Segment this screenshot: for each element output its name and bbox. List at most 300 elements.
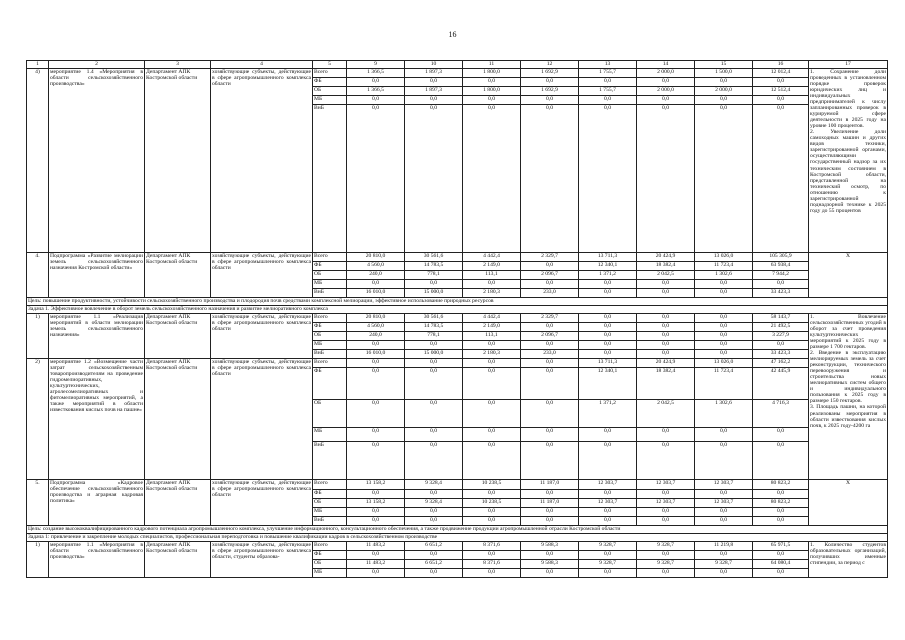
amount-cell: 9 588,3 bbox=[521, 560, 579, 569]
measure-name: мероприятие 1.2 «Возмещение части затрат сельскохозяйственным товаропроизводителям на проведение гидромелиоративных, культуртехнических, агролесомелиоративных и фитомелиоративных мероприятий, а также мероприятий в области известкования кислых почв на пашне» bbox=[49, 359, 145, 480]
amount-cell: 0,0 bbox=[405, 105, 463, 253]
amount-cell: 4 560,0 bbox=[347, 323, 405, 332]
amount-cell: 0,0 bbox=[463, 341, 521, 350]
section-row bbox=[27, 306, 888, 314]
executor: Департамент АПК Костромской области bbox=[145, 69, 211, 253]
amount-cell: 0,0 bbox=[347, 508, 405, 517]
amount-cell: 1 366,5 bbox=[347, 69, 405, 78]
amount-cell: 0,0 bbox=[637, 517, 695, 526]
amount-cell: 12 303,7 bbox=[637, 499, 695, 508]
amount-cell: 13 158,2 bbox=[347, 499, 405, 508]
amount-cell: 0,0 bbox=[521, 400, 579, 428]
column-number: 1 bbox=[27, 61, 49, 69]
amount-cell: 2 000,0 bbox=[637, 87, 695, 96]
amount-cell: 0,0 bbox=[405, 551, 463, 560]
row-number: 4) bbox=[27, 69, 49, 253]
funding-source: ВнБ bbox=[313, 350, 347, 359]
amount-cell: 0,0 bbox=[405, 368, 463, 400]
amount-cell: 113,1 bbox=[463, 332, 521, 341]
amount-cell: 105 305,9 bbox=[753, 253, 809, 262]
amount-cell: 0,0 bbox=[405, 490, 463, 499]
amount-cell: 2 180,3 bbox=[463, 289, 521, 298]
funding-source: Всего bbox=[313, 314, 347, 323]
participants: хозяйствующие субъекты, действующие в сфере агропромышленного комплекса области bbox=[211, 480, 313, 526]
amount-cell: 0,0 bbox=[695, 490, 753, 499]
amount-cell: 0,0 bbox=[579, 314, 637, 323]
column-number: 17 bbox=[809, 61, 888, 69]
amount-cell: 0,0 bbox=[405, 78, 463, 87]
amount-cell: 1 755,7 bbox=[579, 69, 637, 78]
amount-cell: 4 442,4 bbox=[463, 253, 521, 262]
section-row bbox=[27, 526, 888, 534]
funding-source: ФБ bbox=[313, 323, 347, 332]
section-row bbox=[27, 298, 888, 306]
amount-cell: 113,1 bbox=[463, 271, 521, 280]
amount-cell: 0,0 bbox=[637, 341, 695, 350]
expected-result: X bbox=[809, 480, 888, 526]
amount-cell: 0,0 bbox=[405, 442, 463, 480]
amount-cell: 0,0 bbox=[463, 96, 521, 105]
amount-cell: 18 382,4 bbox=[637, 368, 695, 400]
amount-cell: 2 329,7 bbox=[521, 314, 579, 323]
amount-cell: 240,0 bbox=[347, 271, 405, 280]
amount-cell: 12 303,7 bbox=[579, 499, 637, 508]
amount-cell: 0,0 bbox=[637, 569, 695, 578]
table-row bbox=[27, 542, 888, 551]
amount-cell: 0,0 bbox=[405, 428, 463, 442]
section-row bbox=[27, 534, 888, 542]
amount-cell: 2 096,7 bbox=[521, 332, 579, 341]
funding-source: ВнБ bbox=[313, 289, 347, 298]
amount-cell: 13 158,2 bbox=[347, 480, 405, 490]
funding-source: ОБ bbox=[313, 560, 347, 569]
amount-cell: 12 303,7 bbox=[637, 480, 695, 490]
measure-name: мероприятие 1.1 «Реализация мероприятий в области мелиорации земель сельскохозяйственного назначения» bbox=[49, 314, 145, 359]
amount-cell: 0,0 bbox=[637, 314, 695, 323]
amount-cell: 240,0 bbox=[347, 332, 405, 341]
amount-cell: 4 716,3 bbox=[753, 400, 809, 428]
page-number: 16 bbox=[448, 30, 457, 39]
amount-cell: 0,0 bbox=[695, 569, 753, 578]
amount-cell: 0,0 bbox=[637, 490, 695, 499]
amount-cell: 0,0 bbox=[579, 350, 637, 359]
amount-cell: 0,0 bbox=[753, 442, 809, 480]
amount-cell: 12 012,4 bbox=[753, 69, 809, 78]
amount-cell: 0,0 bbox=[753, 428, 809, 442]
amount-cell: 14 783,5 bbox=[405, 262, 463, 271]
amount-cell: 1 800,0 bbox=[463, 69, 521, 78]
funding-source: МБ bbox=[313, 508, 347, 517]
amount-cell: 0,0 bbox=[753, 508, 809, 517]
column-number: 3 bbox=[145, 61, 211, 69]
amount-cell: 1 302,6 bbox=[695, 271, 753, 280]
amount-cell: 0,0 bbox=[521, 262, 579, 271]
amount-cell: 0,0 bbox=[579, 490, 637, 499]
amount-cell: 15 000,0 bbox=[405, 289, 463, 298]
amount-cell: 0,0 bbox=[521, 569, 579, 578]
funding-source: МБ bbox=[313, 569, 347, 578]
amount-cell: 0,0 bbox=[347, 442, 405, 480]
measure-name: Подпрограмма «Кадровое обеспечение сельскохозяйственного производства и аграрная кадровая политика» bbox=[49, 480, 145, 526]
amount-cell: 12 303,7 bbox=[695, 480, 753, 490]
amount-cell: 47 162,2 bbox=[753, 359, 809, 368]
amount-cell: 0,0 bbox=[579, 517, 637, 526]
amount-cell: 11 723,4 bbox=[695, 262, 753, 271]
amount-cell: 12 340,1 bbox=[579, 368, 637, 400]
funding-source: Всего bbox=[313, 542, 347, 551]
amount-cell: 15 000,0 bbox=[405, 350, 463, 359]
row-number: 5. bbox=[27, 480, 49, 526]
amount-cell: 0,0 bbox=[463, 400, 521, 428]
amount-cell: 0,0 bbox=[753, 78, 809, 87]
amount-cell: 9 328,7 bbox=[579, 560, 637, 569]
amount-cell: 33 423,3 bbox=[753, 289, 809, 298]
funding-source: МБ bbox=[313, 341, 347, 350]
amount-cell: 2 149,0 bbox=[463, 323, 521, 332]
amount-cell: 0,0 bbox=[695, 314, 753, 323]
amount-cell: 0,0 bbox=[637, 280, 695, 289]
amount-cell: 65 971,5 bbox=[753, 542, 809, 551]
column-number: 12 bbox=[521, 61, 579, 69]
executor: Департамент АПК Костромской области bbox=[145, 253, 211, 298]
expected-result: X bbox=[809, 253, 888, 298]
amount-cell: 20 424,9 bbox=[637, 359, 695, 368]
amount-cell: 20 810,0 bbox=[347, 314, 405, 323]
amount-cell: 10 238,5 bbox=[463, 499, 521, 508]
amount-cell: 64 080,4 bbox=[753, 560, 809, 569]
amount-cell: 1 371,2 bbox=[579, 400, 637, 428]
amount-cell: 18 382,4 bbox=[637, 262, 695, 271]
amount-cell: 0,0 bbox=[463, 368, 521, 400]
amount-cell: 0,0 bbox=[695, 341, 753, 350]
amount-cell: 0,0 bbox=[347, 96, 405, 105]
amount-cell: 16 010,0 bbox=[347, 289, 405, 298]
amount-cell: 13 711,3 bbox=[579, 253, 637, 262]
amount-cell: 2 000,0 bbox=[695, 87, 753, 96]
amount-cell: 1 302,6 bbox=[695, 400, 753, 428]
amount-cell: 0,0 bbox=[695, 323, 753, 332]
amount-cell: 0,0 bbox=[347, 341, 405, 350]
column-number-row bbox=[27, 61, 888, 69]
measure-name: мероприятие 1.1 «Мероприятия в области сельскохозяйственного производства» bbox=[49, 542, 145, 578]
row-number: 1) bbox=[27, 542, 49, 578]
amount-cell: 2 149,0 bbox=[463, 262, 521, 271]
amount-cell: 13 026,0 bbox=[695, 253, 753, 262]
task-row: Задача 1: привлечение и закрепление молодых специалистов, профессиональная переподготовка и повышение квалификации кадров в сельскохозяйственном производстве bbox=[27, 534, 888, 542]
expected-result: 1. Вовлечение сельскохозяйственных угодий в оборот за счет проведения культуртехнических мероприятий к 2025 году в размере 1 700 гектаров. 2. Введение в эксплуатацию мелиорируемых земель за счет реконструкции, технического перевооружения и строительства новых мелиоративных систем общего и индивидуального пользования к 2025 году в размере 150 гектаров. 3. Площадь пашни, на которой реализованы мероприятия в области известкования кислых почв, к 2025 году-4200 га bbox=[809, 314, 888, 480]
amount-cell: 0,0 bbox=[579, 323, 637, 332]
amount-cell: 0,0 bbox=[347, 105, 405, 253]
amount-cell: 1 897,3 bbox=[405, 69, 463, 78]
amount-cell: 1 800,0 bbox=[463, 87, 521, 96]
funding-source: Всего bbox=[313, 253, 347, 262]
task-row: Задача 1. Эффективное вовлечение в оборот земель сельскохозяйственного назначения и развитие мелиоративного комплекса bbox=[27, 306, 888, 314]
amount-cell: 0,0 bbox=[521, 280, 579, 289]
funding-source: ОБ bbox=[313, 332, 347, 341]
amount-cell: 11 187,0 bbox=[521, 499, 579, 508]
amount-cell: 0,0 bbox=[753, 551, 809, 560]
amount-cell: 0,0 bbox=[405, 96, 463, 105]
amount-cell: 58 143,7 bbox=[753, 314, 809, 323]
amount-cell: 7 944,2 bbox=[753, 271, 809, 280]
amount-cell: 8 371,6 bbox=[463, 560, 521, 569]
amount-cell: 30 561,6 bbox=[405, 314, 463, 323]
funding-source: Всего bbox=[313, 69, 347, 78]
amount-cell: 0,0 bbox=[637, 289, 695, 298]
amount-cell: 0,0 bbox=[695, 517, 753, 526]
executor: Департамент АПК Костромской области bbox=[145, 314, 211, 359]
amount-cell: 0,0 bbox=[347, 428, 405, 442]
amount-cell: 0,0 bbox=[347, 280, 405, 289]
amount-cell: 0,0 bbox=[347, 359, 405, 368]
amount-cell: 0,0 bbox=[521, 442, 579, 480]
budget-table bbox=[26, 60, 888, 578]
amount-cell: 0,0 bbox=[521, 508, 579, 517]
participants: хозяйствующие субъекты, действующие в сфере агропромышленного комплекса области bbox=[211, 314, 313, 359]
amount-cell: 0,0 bbox=[579, 428, 637, 442]
column-number: 14 bbox=[637, 61, 695, 69]
amount-cell: 0,0 bbox=[579, 508, 637, 517]
amount-cell: 0,0 bbox=[753, 341, 809, 350]
amount-cell: 9 328,7 bbox=[637, 560, 695, 569]
amount-cell: 0,0 bbox=[579, 551, 637, 560]
amount-cell: 0,0 bbox=[695, 332, 753, 341]
funding-source: ОБ bbox=[313, 271, 347, 280]
amount-cell: 0,0 bbox=[753, 569, 809, 578]
column-number: 10 bbox=[405, 61, 463, 69]
funding-source: ВнБ bbox=[313, 442, 347, 480]
amount-cell: 0,0 bbox=[347, 490, 405, 499]
funding-source: МБ bbox=[313, 428, 347, 442]
participants: хозяйствующие субъекты, действующие в сфере агропромышленного комплекса области, студенты образова- bbox=[211, 542, 313, 578]
amount-cell: 0,0 bbox=[637, 508, 695, 517]
amount-cell: 0,0 bbox=[637, 78, 695, 87]
amount-cell: 12 340,1 bbox=[579, 262, 637, 271]
amount-cell: 0,0 bbox=[695, 508, 753, 517]
column-number: 2 bbox=[49, 61, 145, 69]
amount-cell: 0,0 bbox=[753, 517, 809, 526]
amount-cell: 80 823,2 bbox=[753, 480, 809, 490]
amount-cell: 0,0 bbox=[405, 400, 463, 428]
funding-source: МБ bbox=[313, 96, 347, 105]
amount-cell: 80 823,2 bbox=[753, 499, 809, 508]
measure-name: мероприятие 1.4 «Мероприятия в области сельскохозяйственного производства» bbox=[49, 69, 145, 253]
funding-source: Всего bbox=[313, 359, 347, 368]
goal-row: Цель: создание высококвалифицированного кадрового потенциала агропромышленного комплекса, улучшение информационного, консультационного обеспечения, а также продвижение продукции агропромышленной отрасли Костромской области bbox=[27, 526, 888, 534]
funding-source: МБ bbox=[313, 280, 347, 289]
amount-cell: 0,0 bbox=[579, 569, 637, 578]
column-number: 4 bbox=[211, 61, 313, 69]
amount-cell: 0,0 bbox=[463, 517, 521, 526]
amount-cell: 0,0 bbox=[405, 341, 463, 350]
amount-cell: 0,0 bbox=[753, 96, 809, 105]
amount-cell: 0,0 bbox=[753, 105, 809, 253]
amount-cell: 0,0 bbox=[463, 442, 521, 480]
amount-cell: 0,0 bbox=[753, 490, 809, 499]
amount-cell: 20 424,9 bbox=[637, 253, 695, 262]
amount-cell: 0,0 bbox=[463, 551, 521, 560]
column-number: 13 bbox=[579, 61, 637, 69]
amount-cell: 30 561,6 bbox=[405, 253, 463, 262]
expected-result: 1. Количество студентов образовательных организаций, получивших именные стипендии, за период с bbox=[809, 542, 888, 578]
amount-cell: 2 096,7 bbox=[521, 271, 579, 280]
row-number: 4. bbox=[27, 253, 49, 298]
amount-cell: 2 329,7 bbox=[521, 253, 579, 262]
column-number: 16 bbox=[753, 61, 809, 69]
amount-cell: 0,0 bbox=[347, 400, 405, 428]
goal-row: Цель: повышение продуктивности, устойчивости сельскохозяйственного производства и плодородия почв средствами комплексной мелиорации, эффективное использование природных ресурсов bbox=[27, 298, 888, 306]
amount-cell: 0,0 bbox=[521, 359, 579, 368]
participants: хозяйствующие субъекты, действующие в сфере агропромышленного комплекса области bbox=[211, 359, 313, 480]
amount-cell: 0,0 bbox=[521, 517, 579, 526]
amount-cell: 0,0 bbox=[347, 517, 405, 526]
funding-source: ВнБ bbox=[313, 105, 347, 253]
table-row bbox=[27, 359, 888, 368]
amount-cell: 0,0 bbox=[579, 280, 637, 289]
amount-cell: 8 371,6 bbox=[463, 542, 521, 551]
amount-cell: 0,0 bbox=[753, 280, 809, 289]
amount-cell: 0,0 bbox=[579, 289, 637, 298]
funding-source: ВнБ bbox=[313, 517, 347, 526]
amount-cell: 0,0 bbox=[695, 551, 753, 560]
amount-cell: 0,0 bbox=[637, 332, 695, 341]
executor: Департамент АПК Костромской области bbox=[145, 542, 211, 578]
amount-cell: 2 000,0 bbox=[637, 69, 695, 78]
amount-cell: 0,0 bbox=[521, 323, 579, 332]
amount-cell: 0,0 bbox=[637, 428, 695, 442]
table-row bbox=[27, 69, 888, 78]
amount-cell: 0,0 bbox=[637, 105, 695, 253]
amount-cell: 20 810,0 bbox=[347, 253, 405, 262]
amount-cell: 0,0 bbox=[521, 368, 579, 400]
amount-cell: 0,0 bbox=[347, 368, 405, 400]
expected-result: 1. Сохранение доли проведенных в установленном порядке проверок юридических лиц и индивидуальных предпринимателей к числу запланированных проверок в курируемой сфере деятельности в 2025 году на уровне 100 процентов. 2. Увеличение доли самоходных машин и других видов техники, зарегистрированной органами, осуществляющими государственный надзор за их техническим состоянием в Костромской области, представленной на технический осмотр, по отношению к зарегистрированной поднадзорной технике к 2025 году до 55 процентов bbox=[809, 69, 888, 253]
amount-cell: 0,0 bbox=[463, 280, 521, 289]
amount-cell: 0,0 bbox=[695, 350, 753, 359]
amount-cell: 0,0 bbox=[695, 428, 753, 442]
amount-cell: 0,0 bbox=[637, 350, 695, 359]
table-row bbox=[27, 314, 888, 323]
amount-cell: 0,0 bbox=[521, 490, 579, 499]
amount-cell: 63 938,4 bbox=[753, 262, 809, 271]
amount-cell: 0,0 bbox=[521, 341, 579, 350]
row-number: 1) bbox=[27, 314, 49, 359]
amount-cell: 0,0 bbox=[637, 96, 695, 105]
column-number: 5 bbox=[313, 61, 347, 69]
measure-name: Подпрограмма «Развитие мелиорации земель сельскохозяйственного назначения Костромской области» bbox=[49, 253, 145, 298]
amount-cell: 0,0 bbox=[521, 551, 579, 560]
amount-cell: 6 651,2 bbox=[405, 560, 463, 569]
amount-cell: 4 442,4 bbox=[463, 314, 521, 323]
table-row bbox=[27, 253, 888, 262]
amount-cell: 2 042,5 bbox=[637, 400, 695, 428]
funding-source: Всего bbox=[313, 480, 347, 490]
amount-cell: 9 328,7 bbox=[695, 560, 753, 569]
amount-cell: 33 423,3 bbox=[753, 350, 809, 359]
amount-cell: 0,0 bbox=[405, 280, 463, 289]
executor: Департамент АПК Костромской области bbox=[145, 480, 211, 526]
amount-cell: 2 042,5 bbox=[637, 271, 695, 280]
amount-cell: 1 692,9 bbox=[521, 87, 579, 96]
amount-cell: 14 783,5 bbox=[405, 323, 463, 332]
amount-cell: 0,0 bbox=[695, 280, 753, 289]
amount-cell: 0,0 bbox=[579, 78, 637, 87]
amount-cell: 10 238,5 bbox=[463, 480, 521, 490]
amount-cell: 0,0 bbox=[637, 551, 695, 560]
amount-cell: 9 328,7 bbox=[579, 542, 637, 551]
amount-cell: 0,0 bbox=[347, 569, 405, 578]
amount-cell: 0,0 bbox=[695, 442, 753, 480]
amount-cell: 13 711,3 bbox=[579, 359, 637, 368]
amount-cell: 9 328,4 bbox=[405, 499, 463, 508]
amount-cell: 0,0 bbox=[405, 508, 463, 517]
amount-cell: 0,0 bbox=[347, 551, 405, 560]
amount-cell: 0,0 bbox=[579, 341, 637, 350]
amount-cell: 42 445,9 bbox=[753, 368, 809, 400]
amount-cell: 0,0 bbox=[695, 78, 753, 87]
amount-cell: 0,0 bbox=[579, 442, 637, 480]
amount-cell: 0,0 bbox=[521, 105, 579, 253]
amount-cell: 1 755,7 bbox=[579, 87, 637, 96]
amount-cell: 16 010,0 bbox=[347, 350, 405, 359]
amount-cell: 0,0 bbox=[405, 517, 463, 526]
amount-cell: 0,0 bbox=[521, 78, 579, 87]
participants: хозяйствующие субъекты, действующие в сфере агропромышленного комплекса области bbox=[211, 253, 313, 298]
amount-cell: 1 366,5 bbox=[347, 87, 405, 96]
amount-cell: 12 303,7 bbox=[579, 480, 637, 490]
amount-cell: 4 560,0 bbox=[347, 262, 405, 271]
funding-source: ФБ bbox=[313, 262, 347, 271]
funding-source: ФБ bbox=[313, 490, 347, 499]
participants: хозяйствующие субъекты, действующие в сфере агропромышленного комплекса области bbox=[211, 69, 313, 253]
amount-cell: 9 588,3 bbox=[521, 542, 579, 551]
column-number: 15 bbox=[695, 61, 753, 69]
amount-cell: 12 303,7 bbox=[695, 499, 753, 508]
amount-cell: 11 219,8 bbox=[695, 542, 753, 551]
amount-cell: 11 723,4 bbox=[695, 368, 753, 400]
amount-cell: 0,0 bbox=[695, 105, 753, 253]
amount-cell: 6 651,2 bbox=[405, 542, 463, 551]
amount-cell: 233,0 bbox=[521, 350, 579, 359]
amount-cell: 11 483,2 bbox=[347, 542, 405, 551]
amount-cell: 0,0 bbox=[521, 96, 579, 105]
funding-source: ФБ bbox=[313, 78, 347, 87]
amount-cell: 0,0 bbox=[579, 332, 637, 341]
column-number: 11 bbox=[463, 61, 521, 69]
funding-source: ФБ bbox=[313, 551, 347, 560]
amount-cell: 0,0 bbox=[637, 442, 695, 480]
amount-cell: 11 187,0 bbox=[521, 480, 579, 490]
amount-cell: 0,0 bbox=[521, 428, 579, 442]
row-number: 2) bbox=[27, 359, 49, 480]
amount-cell: 0,0 bbox=[463, 490, 521, 499]
amount-cell: 13 026,0 bbox=[695, 359, 753, 368]
amount-cell: 12 512,4 bbox=[753, 87, 809, 96]
amount-cell: 0,0 bbox=[637, 323, 695, 332]
amount-cell: 1 692,9 bbox=[521, 69, 579, 78]
amount-cell: 1 500,0 bbox=[695, 69, 753, 78]
amount-cell: 9 328,4 bbox=[405, 480, 463, 490]
amount-cell: 11 483,2 bbox=[347, 560, 405, 569]
amount-cell: 0,0 bbox=[463, 105, 521, 253]
funding-source: ОБ bbox=[313, 87, 347, 96]
funding-source: ОБ bbox=[313, 400, 347, 428]
amount-cell: 1 897,3 bbox=[405, 87, 463, 96]
column-number: 9 bbox=[347, 61, 405, 69]
amount-cell: 0,0 bbox=[405, 569, 463, 578]
funding-source: ОБ bbox=[313, 499, 347, 508]
amount-cell: 0,0 bbox=[463, 359, 521, 368]
